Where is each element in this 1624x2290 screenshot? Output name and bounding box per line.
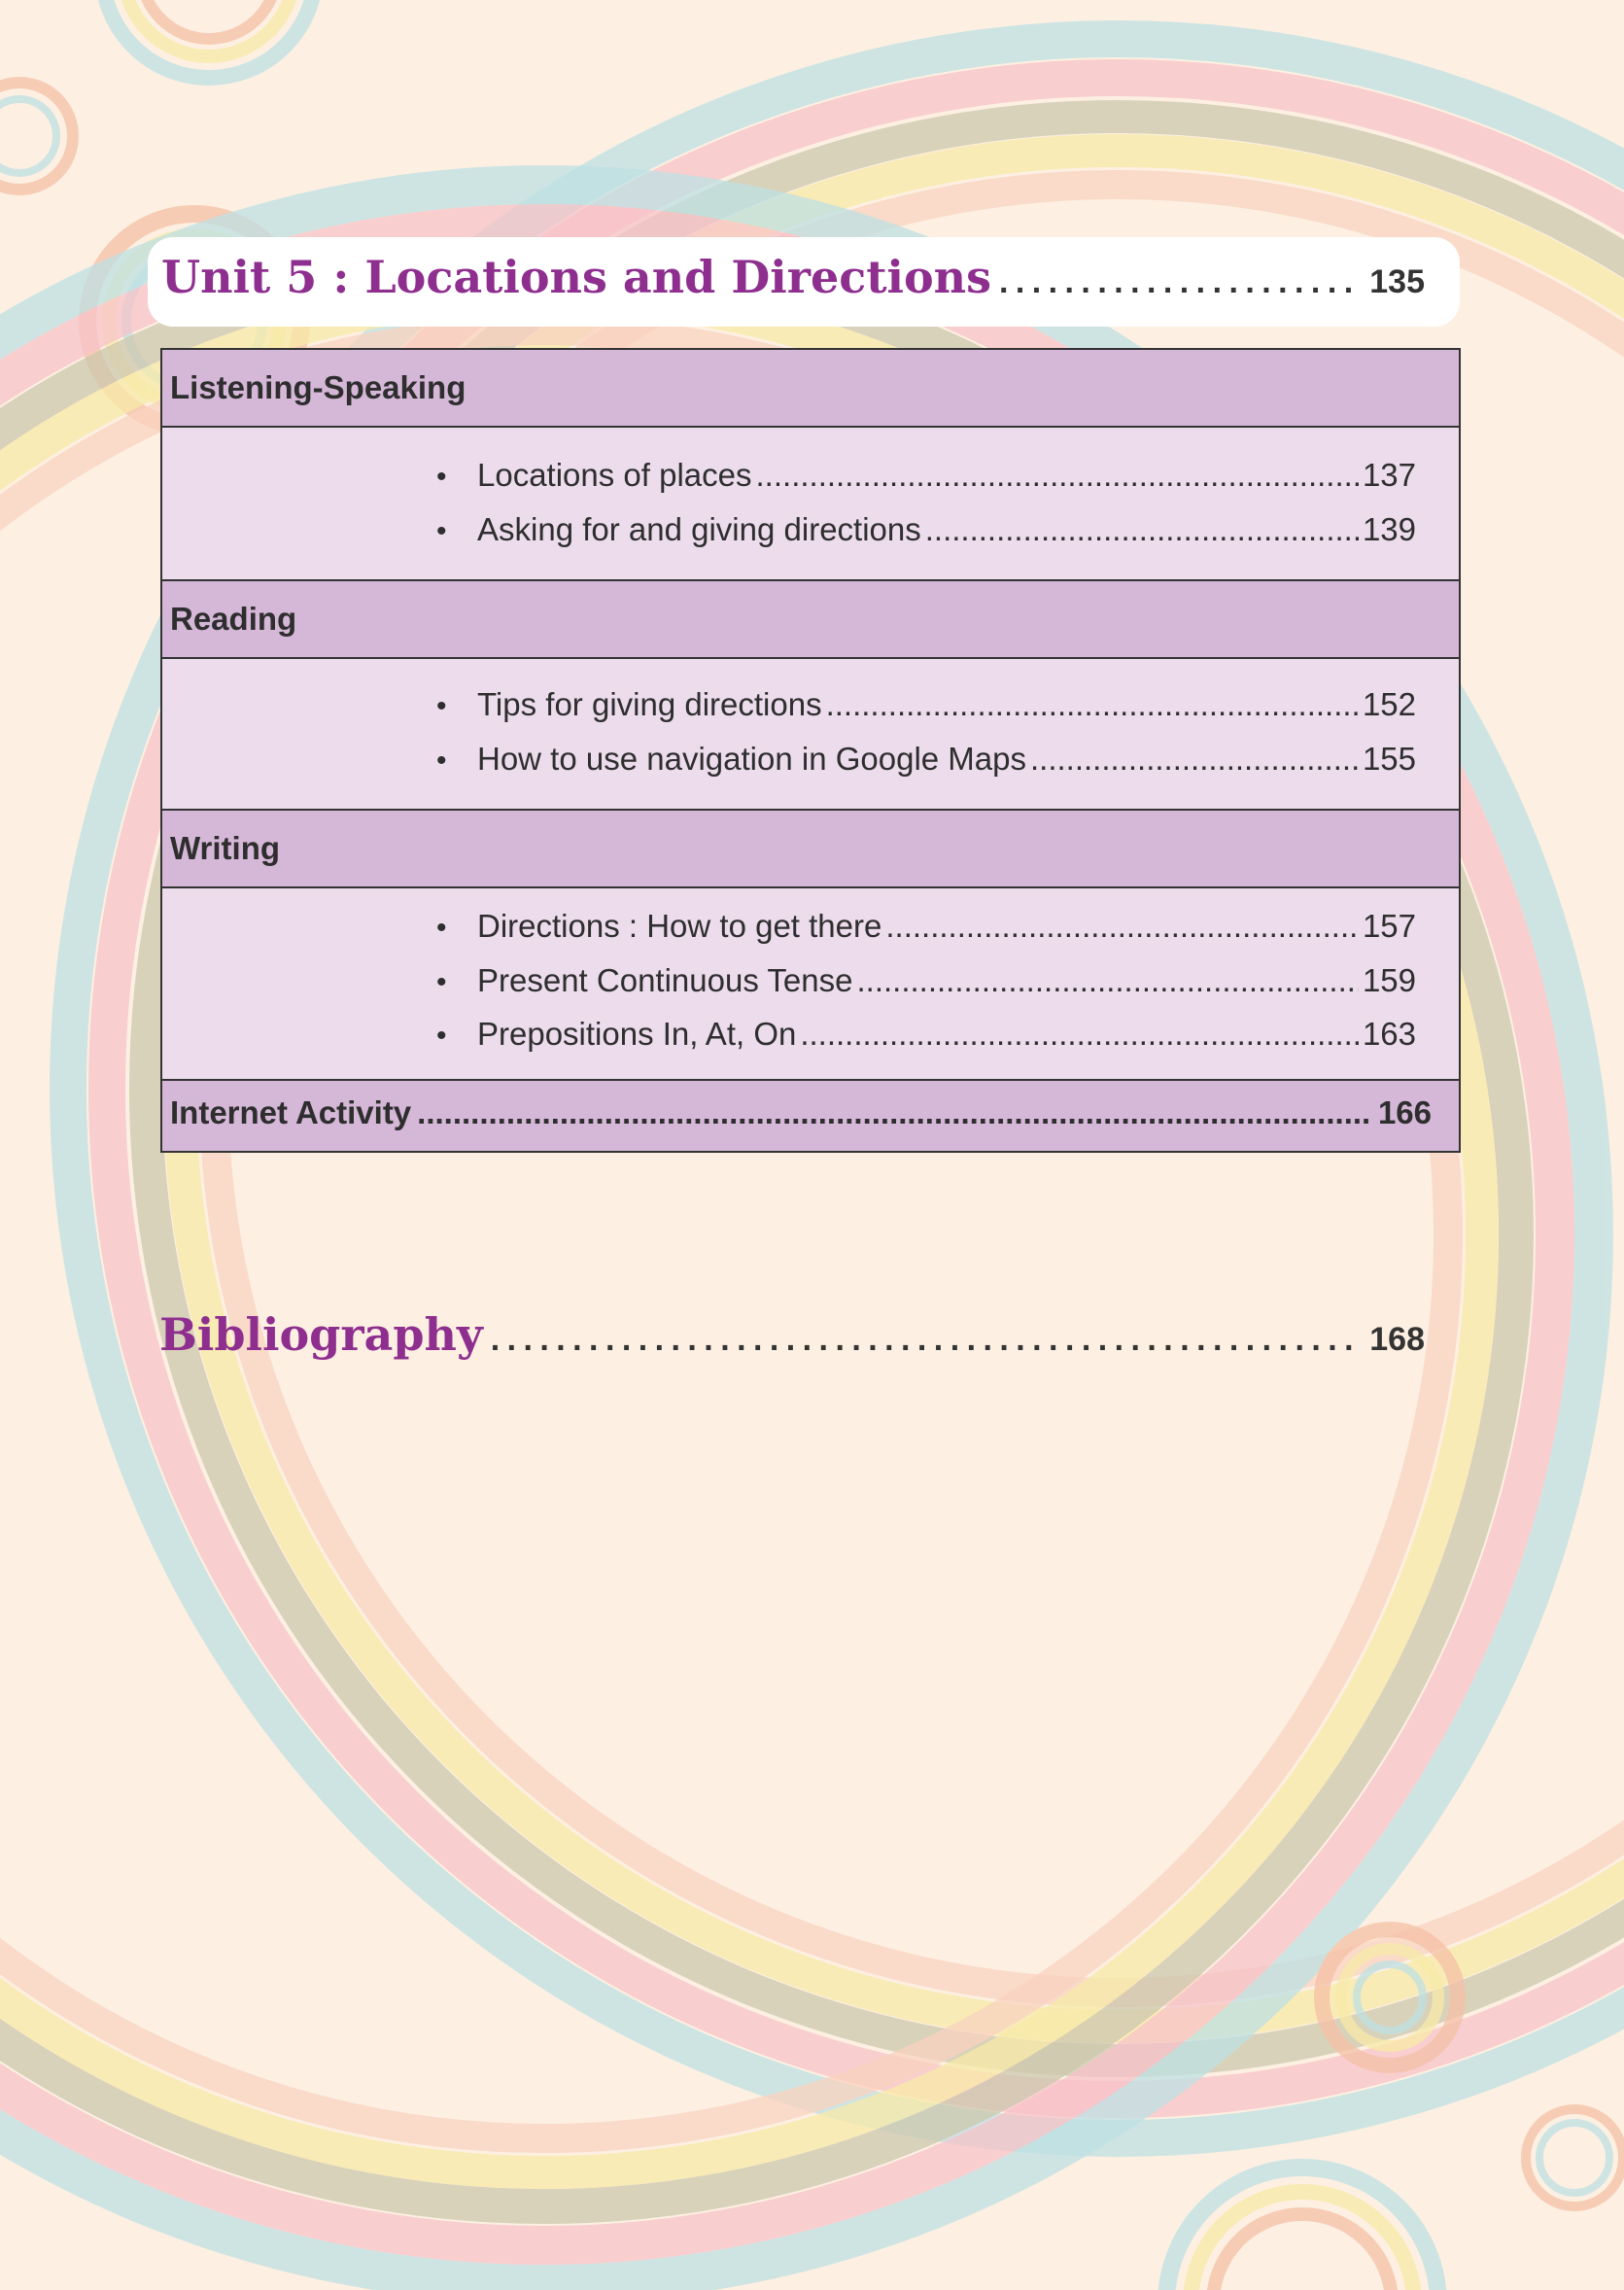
unit-title: Unit 5 : Locations and Directions bbox=[161, 251, 991, 303]
toc-item-page: 159 bbox=[1362, 962, 1416, 998]
toc-item-label: Prepositions In, At, On bbox=[477, 1016, 797, 1052]
dot-leader bbox=[800, 1016, 1359, 1053]
section-header-writing bbox=[162, 811, 1459, 888]
dot-leader bbox=[491, 1321, 1363, 1359]
dot-leader bbox=[999, 263, 1362, 301]
unit-heading[interactable] bbox=[161, 251, 1425, 315]
toc-item-label: Present Continuous Tense bbox=[477, 962, 853, 998]
toc-table bbox=[160, 348, 1461, 1153]
toc-item[interactable] bbox=[436, 686, 1416, 729]
toc-item-label: Tips for giving directions bbox=[477, 686, 822, 722]
section-body-listening-speaking bbox=[162, 428, 1459, 581]
bibliography-title: Bibliography bbox=[159, 1308, 483, 1361]
section-heading: Reading bbox=[170, 601, 297, 637]
internet-activity-entry bbox=[170, 1094, 1432, 1137]
section-header-listening-speaking bbox=[162, 350, 1459, 428]
bullet-icon: • bbox=[436, 745, 447, 777]
toc-item-page: 139 bbox=[1362, 511, 1416, 547]
bullet-icon: • bbox=[436, 461, 447, 493]
toc-item-label: Directions : How to get there bbox=[477, 908, 882, 944]
dot-leader bbox=[925, 511, 1359, 548]
toc-item[interactable] bbox=[436, 511, 1416, 554]
toc-item-page: 152 bbox=[1362, 686, 1416, 722]
toc-item[interactable] bbox=[436, 962, 1416, 1005]
bibliography-entry[interactable] bbox=[159, 1308, 1425, 1376]
bullet-icon: • bbox=[436, 966, 447, 998]
toc-item-page: 137 bbox=[1362, 457, 1416, 493]
internet-activity-page: 166 bbox=[1377, 1094, 1432, 1130]
toc-item[interactable] bbox=[436, 908, 1416, 951]
internet-activity-label: Internet Activity bbox=[170, 1094, 412, 1130]
bullet-icon: • bbox=[436, 912, 447, 944]
dot-leader bbox=[826, 686, 1359, 723]
bullet-icon: • bbox=[436, 690, 447, 722]
toc-item[interactable] bbox=[436, 741, 1416, 783]
dot-leader bbox=[885, 908, 1359, 945]
unit-page-number: 135 bbox=[1369, 263, 1425, 300]
toc-item-label: Locations of places bbox=[477, 457, 752, 493]
dot-leader bbox=[756, 457, 1359, 494]
dot-leader bbox=[856, 962, 1358, 999]
internet-activity-row[interactable] bbox=[162, 1081, 1459, 1151]
section-body-reading bbox=[162, 659, 1459, 811]
section-heading: Listening-Speaking bbox=[170, 369, 466, 405]
bibliography-page-number: 168 bbox=[1369, 1321, 1425, 1358]
toc-item-page: 155 bbox=[1362, 741, 1416, 777]
toc-item[interactable] bbox=[436, 1016, 1416, 1058]
toc-item-label: Asking for and giving directions bbox=[477, 511, 921, 547]
dot-leader bbox=[417, 1094, 1372, 1131]
section-header-reading bbox=[162, 581, 1459, 659]
toc-item-page: 157 bbox=[1362, 908, 1416, 944]
toc-item-page: 163 bbox=[1362, 1016, 1416, 1052]
toc-item-label: How to use navigation in Google Maps bbox=[477, 741, 1026, 777]
bullet-icon: • bbox=[436, 515, 447, 547]
section-body-writing bbox=[162, 888, 1459, 1081]
toc-item[interactable] bbox=[436, 457, 1416, 500]
section-heading: Writing bbox=[170, 830, 281, 866]
dot-leader bbox=[1030, 741, 1359, 778]
bullet-icon: • bbox=[436, 1020, 447, 1052]
